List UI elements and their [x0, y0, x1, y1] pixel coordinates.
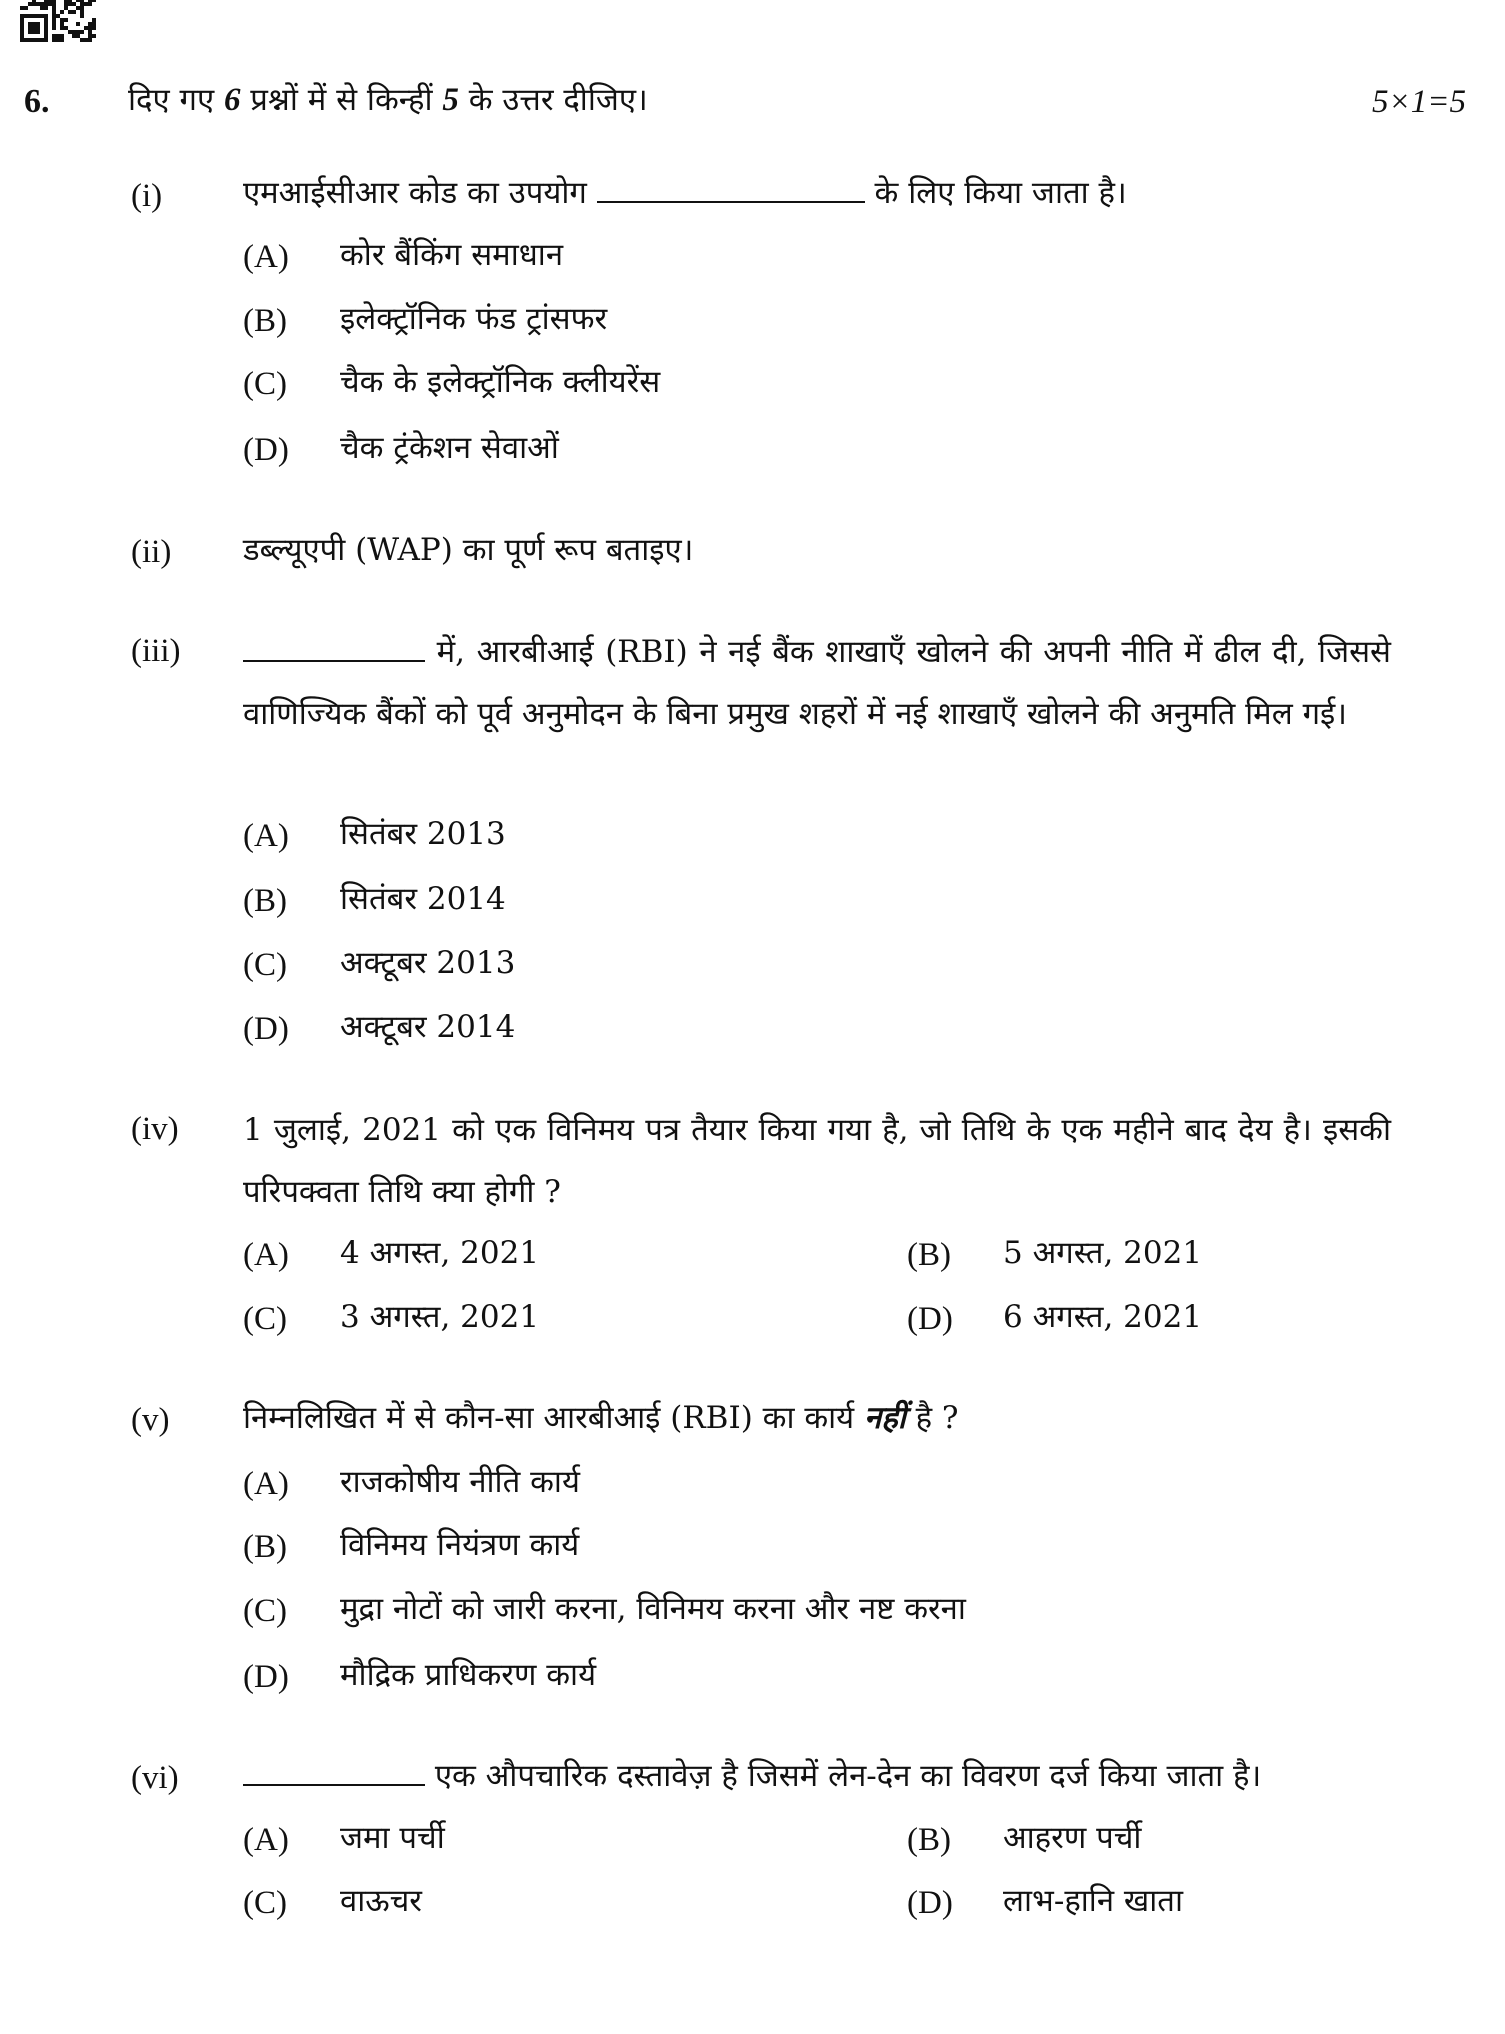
option-label: (C) [243, 1593, 287, 1629]
option-label: (B) [907, 1822, 951, 1858]
subquestion-stem [243, 1758, 1262, 1794]
option-label: (C) [243, 1301, 287, 1337]
subquestion-label: (i) [131, 178, 163, 214]
option-text: अक्टूबर 2014 [340, 1009, 516, 1045]
stem-text: निम्नलिखित में से कौन-सा आरबीआई (RBI) का कार्य [243, 1400, 855, 1436]
option-label: (B) [243, 1529, 287, 1565]
option-text: लाभ-हानि खाता [1003, 1883, 1183, 1919]
option-text: चैक के इलेक्ट्रॉनिक क्लीयरेंस [340, 364, 661, 400]
option-text: आहरण पर्ची [1003, 1820, 1142, 1856]
question-number: 6. [24, 83, 50, 120]
option-label: (A) [243, 1466, 289, 1502]
option-text: चैक ट्रंकेशन सेवाओं [340, 430, 559, 466]
option-text: वाऊचर [340, 1883, 422, 1919]
option-label: (C) [243, 947, 287, 983]
stem-text: एमआईसीआर कोड का उपयोग [243, 175, 587, 211]
option-text: 5 अगस्त, 2021 [1003, 1235, 1203, 1271]
option-text: मौद्रिक प्राधिकरण कार्य [340, 1657, 597, 1693]
option-label: (C) [243, 1885, 287, 1921]
instruction-text: के उत्तर दीजिए। [458, 82, 648, 118]
option-text: 3 अगस्त, 2021 [340, 1299, 540, 1335]
stem-text: के लिए किया जाता है। [874, 175, 1127, 211]
marks-label: 5×1=5 [1372, 84, 1467, 120]
option-label: (B) [907, 1237, 951, 1273]
option-label: (B) [243, 303, 287, 339]
subquestion-stem: 1 जुलाई, 2021 को एक विनिमय पत्र तैयार किया गया है, जो तिथि के एक महीने बाद देय है। इसकी परिपक्वता तिथि क्या होगी ? [243, 1112, 1391, 1210]
fill-blank [243, 1784, 425, 1786]
instruction-number-6: 6 [223, 82, 241, 118]
stem-text: है ? [915, 1400, 959, 1436]
stem-emphasis: नहीं [864, 1400, 906, 1436]
option-text: मुद्रा नोटों को जारी करना, विनिमय करना और नष्ट करना [340, 1591, 966, 1627]
option-label: (D) [243, 1659, 289, 1695]
question-instruction [128, 84, 648, 117]
subquestion-stem [243, 175, 1127, 211]
option-text: इलेक्ट्रॉनिक फंड ट्रांसफर [340, 301, 608, 337]
option-label: (A) [243, 239, 289, 275]
subquestion-stem [243, 621, 1391, 745]
option-text: राजकोषीय नीति कार्य [340, 1464, 580, 1500]
subquestion-label: (vi) [131, 1760, 179, 1796]
instruction-text: दिए गए [128, 82, 224, 118]
option-text: अक्टूबर 2013 [340, 945, 516, 981]
option-label: (D) [907, 1885, 953, 1921]
subquestion-label: (iv) [131, 1111, 179, 1147]
option-text: कोर बैंकिंग समाधान [340, 237, 564, 273]
option-text: 4 अगस्त, 2021 [340, 1235, 540, 1271]
subquestion-stem [243, 1400, 959, 1436]
fill-blank [243, 660, 425, 662]
qr-code-icon [20, 0, 96, 42]
subquestion-label: (ii) [131, 534, 172, 570]
instruction-text: प्रश्नों में से किन्हीं [240, 82, 443, 118]
option-text: सितंबर 2013 [340, 816, 506, 852]
option-text: जमा पर्ची [340, 1820, 445, 1856]
option-label: (A) [243, 1237, 289, 1273]
fill-blank [597, 201, 865, 203]
stem-text: एक औपचारिक दस्तावेज़ है जिसमें लेन-देन का विवरण दर्ज किया जाता है। [434, 1758, 1262, 1794]
option-text: सितंबर 2014 [340, 881, 506, 917]
subquestion-label: (iii) [131, 633, 181, 669]
option-label: (C) [243, 366, 287, 402]
option-text: विनिमय नियंत्रण कार्य [340, 1527, 580, 1563]
option-label: (D) [907, 1301, 953, 1337]
option-label: (A) [243, 818, 289, 854]
instruction-number-5: 5 [442, 82, 459, 118]
stem-text: में, आरबीआई (RBI) ने नई बैंक शाखाएँ खोलने की अपनी नीति में ढील दी, जिससे वाणिज्यिक बैंकों को पूर्व अनुमोदन के बिना प्रमुख शहरों में नई शाखाएँ खोलने की अनुमति मिल गई। [243, 634, 1392, 732]
subquestion-stem: डब्ल्यूएपी (WAP) का पूर्ण रूप बताइए। [243, 532, 694, 568]
option-text: 6 अगस्त, 2021 [1003, 1299, 1203, 1335]
subquestion-label: (v) [131, 1402, 170, 1438]
option-label: (B) [243, 883, 287, 919]
option-label: (D) [243, 432, 289, 468]
option-label: (D) [243, 1011, 289, 1047]
option-label: (A) [243, 1822, 289, 1858]
